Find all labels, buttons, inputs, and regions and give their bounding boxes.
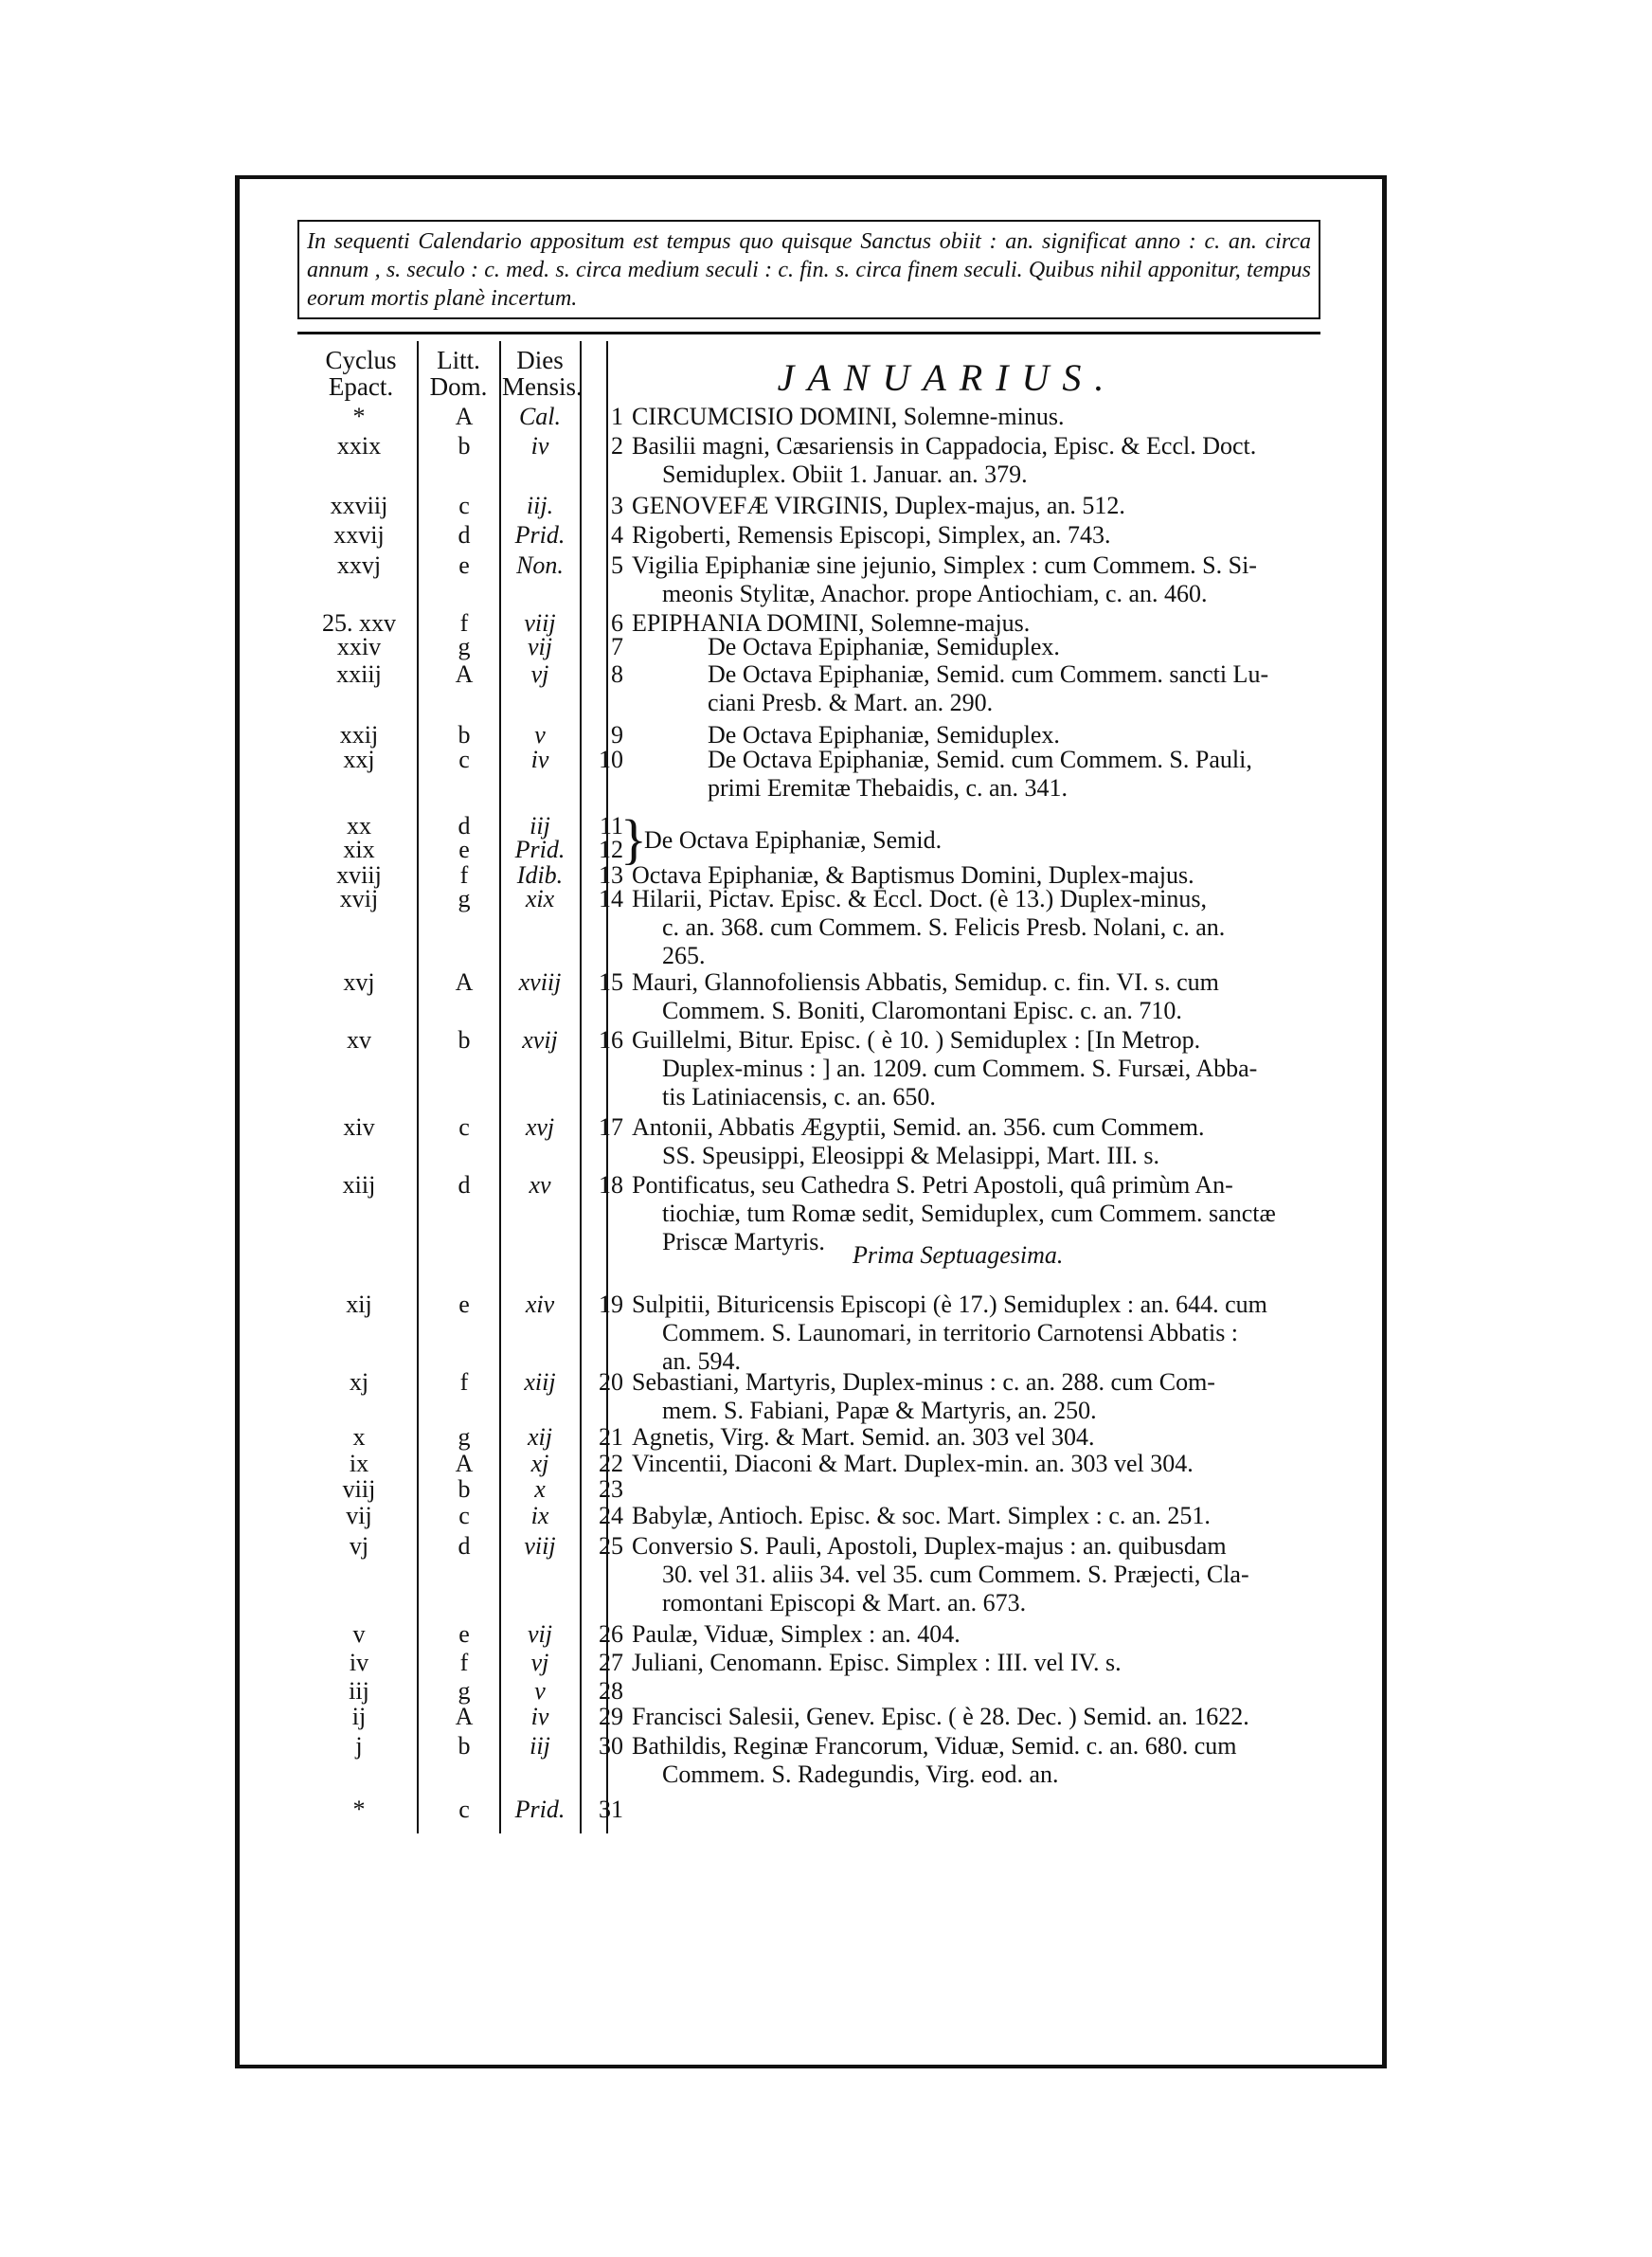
day-number: 1 bbox=[611, 403, 623, 430]
littera-dominicalis: A bbox=[455, 968, 474, 996]
littera-dominicalis: g bbox=[458, 1677, 471, 1705]
littera-dominicalis: b bbox=[458, 721, 471, 749]
feast-entry bbox=[632, 403, 1301, 431]
feast-entry bbox=[632, 1368, 1301, 1425]
dies-mensis: xviij bbox=[518, 968, 562, 996]
day-number: 25 bbox=[599, 1532, 623, 1560]
feast-line: Commem. S. Boniti, Claromontani Episc. c. an. 710. bbox=[662, 997, 1182, 1024]
cyclus-epact: iv bbox=[349, 1649, 369, 1676]
cyclus-epact: xij bbox=[346, 1291, 372, 1318]
cyclus-epact: * bbox=[352, 403, 366, 430]
table-top-rule bbox=[297, 332, 1320, 334]
cyclus-epact: x bbox=[352, 1423, 366, 1451]
brace-entry: De Octava Epiphaniæ, Semid. bbox=[644, 826, 943, 854]
feast-entry bbox=[632, 660, 1376, 717]
feast-entry bbox=[632, 1502, 1301, 1530]
dies-mensis: Idib. bbox=[516, 861, 564, 889]
day-number: 3 bbox=[611, 492, 623, 519]
littera-dominicalis: f bbox=[459, 609, 469, 637]
day-number: 30 bbox=[599, 1732, 623, 1760]
feast-entry bbox=[632, 432, 1301, 489]
dies-mensis: xiv bbox=[525, 1291, 555, 1318]
feast-entry bbox=[632, 1291, 1301, 1376]
dies-mensis: iv bbox=[530, 746, 549, 773]
cyclus-epact: * bbox=[352, 1796, 366, 1823]
day-number: 6 bbox=[611, 609, 623, 637]
littera-dominicalis: d bbox=[458, 1532, 471, 1560]
dies-mensis: Prid. bbox=[514, 1796, 566, 1823]
dies-mensis: xij bbox=[528, 1423, 552, 1451]
cyclus-epact: xxij bbox=[339, 721, 379, 749]
feast-line: Commem. S. Launomari, in territorio Carnotensi Abbatis : bbox=[662, 1319, 1239, 1346]
day-number: 22 bbox=[599, 1450, 623, 1477]
feast-line: Bathildis, Reginæ Francorum, Viduæ, Semid. c. an. 680. cum bbox=[632, 1732, 1237, 1760]
feast-line: Duplex-minus : ] an. 1209. cum Commem. S. Fursæi, Abba- bbox=[662, 1055, 1258, 1082]
feast-entry bbox=[632, 1620, 1301, 1649]
feast-entry bbox=[632, 1026, 1301, 1111]
cyclus-epact: xiv bbox=[343, 1113, 375, 1141]
day-number: 10 bbox=[599, 746, 623, 773]
cyclus-epact: xj bbox=[349, 1368, 369, 1396]
dies-mensis: xix bbox=[525, 885, 555, 912]
littera-dominicalis: d bbox=[458, 1171, 471, 1199]
feast-entry bbox=[632, 1703, 1301, 1731]
dies-mensis: xvj bbox=[525, 1113, 555, 1141]
intro-note bbox=[297, 220, 1320, 319]
day-number: 26 bbox=[599, 1620, 623, 1648]
littera-dominicalis: b bbox=[458, 1475, 471, 1503]
feast-line: CIRCUMCISIO DOMINI, Solemne-minus. bbox=[632, 403, 1065, 430]
dies-mensis: xiij bbox=[524, 1368, 556, 1396]
feast-line: De Octava Epiphaniæ, Semiduplex. bbox=[708, 633, 1060, 660]
littera-dominicalis: f bbox=[459, 1368, 469, 1396]
day-number: 21 bbox=[599, 1423, 623, 1451]
littera-dominicalis: d bbox=[458, 521, 471, 549]
feast-entry bbox=[632, 968, 1301, 1025]
cyclus-epact: xxvij bbox=[333, 521, 385, 549]
feast-line: Juliani, Cenomann. Episc. Simplex : III. vel IV. s. bbox=[632, 1649, 1122, 1676]
littera-dominicalis: A bbox=[455, 403, 474, 430]
dies-mensis: v bbox=[534, 721, 546, 749]
intro-text: In sequenti Calendario appositum est tempus quo quisque Sanctus obiit : an. significat anno : c. an. circa annum , s. seculo : c. med. s. circa medium seculi : c. fin. s. circa finem seculi. Quibus nihil apponitur, tempus eorum mortis planè incertum. bbox=[307, 229, 1311, 311]
cyclus-epact: j bbox=[355, 1732, 363, 1760]
dies-mensis: iij bbox=[530, 1732, 550, 1760]
cyclus-epact: xxiv bbox=[336, 633, 382, 660]
littera-dominicalis: g bbox=[458, 1423, 471, 1451]
feast-line: Conversio S. Pauli, Apostoli, Duplex-majus : an. quibusdam bbox=[632, 1532, 1227, 1560]
feast-entry bbox=[632, 885, 1301, 970]
day-number: 16 bbox=[599, 1026, 623, 1054]
feast-entry bbox=[632, 746, 1376, 803]
header-dies: Dies Mensis. bbox=[502, 346, 583, 401]
feast-line: Vincentii, Diaconi & Mart. Duplex-min. an. 303 vel 304. bbox=[632, 1450, 1194, 1477]
feast-line: Rigoberti, Remensis Episcopi, Simplex, an. 743. bbox=[632, 521, 1111, 549]
feast-line: meonis Stylitæ, Anachor. prope Antiochiam, c. an. 460. bbox=[662, 580, 1208, 607]
littera-dominicalis: A bbox=[455, 1703, 474, 1730]
feast-line: Priscæ Martyris. bbox=[662, 1228, 825, 1255]
cyclus-epact: iij bbox=[349, 1677, 369, 1705]
littera-dominicalis: e bbox=[458, 836, 470, 863]
month-title: JANUARIUS. bbox=[777, 356, 1118, 399]
feast-entry bbox=[632, 633, 1376, 661]
dies-mensis: vij bbox=[528, 1620, 552, 1648]
feast-line: Basilii magni, Cæsariensis in Cappadocia, Episc. & Eccl. Doct. bbox=[632, 432, 1257, 460]
day-number: 23 bbox=[599, 1475, 623, 1503]
feast-entry bbox=[632, 492, 1301, 520]
littera-dominicalis: d bbox=[458, 812, 471, 840]
day-number: 4 bbox=[611, 521, 623, 549]
feast-entry bbox=[632, 1732, 1301, 1789]
littera-dominicalis: g bbox=[458, 885, 471, 912]
feast-line: 30. vel 31. aliis 34. vel 35. cum Commem. S. Præjecti, Cla- bbox=[662, 1561, 1249, 1588]
littera-dominicalis: b bbox=[458, 1732, 471, 1760]
dies-mensis: xj bbox=[530, 1450, 549, 1477]
feast-line: De Octava Epiphaniæ, Semid. cum Commem. sancti Lu- bbox=[708, 660, 1269, 688]
feast-line: De Octava Epiphaniæ, Semiduplex. bbox=[708, 721, 1060, 749]
cyclus-epact: xix bbox=[343, 836, 375, 863]
feast-line: romontani Episcopi & Mart. an. 673. bbox=[662, 1589, 1027, 1616]
day-number: 19 bbox=[599, 1291, 623, 1318]
day-number: 8 bbox=[611, 660, 623, 688]
day-number: 15 bbox=[599, 968, 623, 996]
littera-dominicalis: A bbox=[455, 1450, 474, 1477]
littera-dominicalis: b bbox=[458, 1026, 471, 1054]
cyclus-epact: xv bbox=[347, 1026, 371, 1054]
dies-mensis: vij bbox=[528, 633, 552, 660]
cyclus-epact: viij bbox=[342, 1475, 376, 1503]
cyclus-epact: v bbox=[352, 1620, 366, 1648]
cyclus-epact: vij bbox=[346, 1502, 372, 1529]
cyclus-epact: ij bbox=[351, 1703, 367, 1730]
feast-line: Francisci Salesii, Genev. Episc. ( è 28. Dec. ) Semid. an. 1622. bbox=[632, 1703, 1249, 1730]
header-cyclus: Cyclus Epact. bbox=[325, 346, 397, 401]
day-number: 28 bbox=[599, 1677, 623, 1705]
day-number: 2 bbox=[611, 432, 623, 460]
feast-line: Guillelmi, Bitur. Episc. ( è 10. ) Semiduplex : [In Metrop. bbox=[632, 1026, 1201, 1054]
feast-line: Sulpitii, Bituricensis Episcopi (è 17.) Semiduplex : an. 644. cum bbox=[632, 1291, 1267, 1318]
day-number: 13 bbox=[599, 861, 623, 889]
day-number: 7 bbox=[611, 633, 623, 660]
dies-mensis: xv bbox=[529, 1171, 551, 1199]
day-number: 31 bbox=[599, 1796, 623, 1823]
day-number: 20 bbox=[599, 1368, 623, 1396]
day-number: 5 bbox=[611, 551, 623, 579]
feast-line: Hilarii, Pictav. Episc. & Eccl. Doct. (è 13.) Duplex-minus, bbox=[632, 885, 1208, 912]
day-number: 14 bbox=[599, 885, 623, 912]
header-litt: Litt. Dom. bbox=[429, 346, 488, 401]
day-number: 17 bbox=[599, 1113, 623, 1141]
dies-mensis: vj bbox=[530, 1649, 549, 1676]
cyclus-epact: xvij bbox=[339, 885, 379, 912]
dies-mensis: ix bbox=[530, 1502, 549, 1529]
feast-entry bbox=[632, 1450, 1301, 1478]
littera-dominicalis: A bbox=[455, 660, 474, 688]
feast-line: tiochiæ, tum Romæ sedit, Semiduplex, cum Commem. sanctæ bbox=[662, 1200, 1276, 1227]
feast-line: GENOVEFÆ VIRGINIS, Duplex-majus, an. 512. bbox=[632, 492, 1125, 519]
cyclus-epact: xxviij bbox=[330, 492, 388, 519]
littera-dominicalis: c bbox=[458, 1113, 470, 1141]
dies-mensis: vj bbox=[530, 660, 549, 688]
littera-dominicalis: c bbox=[458, 746, 470, 773]
littera-dominicalis: g bbox=[458, 633, 471, 660]
cyclus-epact: xx bbox=[347, 812, 371, 840]
feast-line: Semiduplex. Obiit 1. Januar. an. 379. bbox=[662, 460, 1028, 488]
feast-line: c. an. 368. cum Commem. S. Felicis Presb. Nolani, c. an. bbox=[662, 913, 1226, 941]
cyclus-epact: 25. xxv bbox=[322, 609, 396, 637]
feast-line: mem. S. Fabiani, Papæ & Martyris, an. 250. bbox=[662, 1397, 1097, 1424]
feast-line: Antonii, Abbatis Ægyptii, Semid. an. 356. cum Commem. bbox=[632, 1113, 1205, 1141]
day-number: 24 bbox=[599, 1502, 623, 1529]
cyclus-epact: xxix bbox=[336, 432, 382, 460]
littera-dominicalis: c bbox=[458, 1502, 470, 1529]
day-number: 27 bbox=[599, 1649, 623, 1676]
cyclus-epact: xviij bbox=[336, 861, 382, 889]
day-number: 29 bbox=[599, 1703, 623, 1730]
feast-entry bbox=[632, 521, 1301, 550]
littera-dominicalis: b bbox=[458, 432, 471, 460]
dies-mensis: Non. bbox=[516, 551, 564, 579]
cyclus-epact: vj bbox=[349, 1532, 369, 1560]
feast-entry bbox=[632, 1532, 1301, 1617]
feast-line: an. 594. bbox=[662, 1347, 742, 1375]
dies-mensis: iij. bbox=[526, 492, 554, 519]
feast-line: ciani Presb. & Mart. an. 290. bbox=[708, 689, 994, 716]
feast-line: Commem. S. Radegundis, Virg. eod. an. bbox=[662, 1760, 1059, 1788]
feast-line: Pontificatus, seu Cathedra S. Petri Apostoli, quâ primùm An- bbox=[632, 1171, 1233, 1199]
feast-entry bbox=[632, 551, 1301, 608]
dies-mensis: iv bbox=[530, 432, 549, 460]
cyclus-epact: ix bbox=[349, 1450, 369, 1477]
day-number: 9 bbox=[611, 721, 623, 749]
feast-line: Octava Epiphaniæ, & Baptismus Domini, Duplex-majus. bbox=[632, 861, 1194, 889]
feast-line: SS. Speusippi, Eleosippi & Melasippi, Mart. III. s. bbox=[662, 1142, 1160, 1169]
feast-line: Sebastiani, Martyris, Duplex-minus : c. an. 288. cum Com- bbox=[632, 1368, 1215, 1396]
feast-entry bbox=[632, 1113, 1301, 1170]
feast-line: Agnetis, Virg. & Mart. Semid. an. 303 vel 304. bbox=[632, 1423, 1095, 1451]
dies-mensis: iij bbox=[530, 812, 550, 840]
dies-mensis: Cal. bbox=[518, 403, 562, 430]
feast-entry bbox=[632, 1423, 1301, 1452]
septuagesima-note: Prima Septuagesima. bbox=[853, 1241, 1064, 1269]
feast-entry bbox=[632, 1649, 1301, 1677]
dies-mensis: Prid. bbox=[514, 836, 566, 863]
dies-mensis: xvij bbox=[522, 1026, 558, 1054]
littera-dominicalis: e bbox=[458, 551, 470, 579]
dies-mensis: v bbox=[534, 1677, 546, 1705]
day-number: 11 bbox=[599, 812, 623, 840]
cyclus-epact: xiij bbox=[342, 1171, 376, 1199]
feast-line: Mauri, Glannofoliensis Abbatis, Semidup. c. fin. VI. s. cum bbox=[632, 968, 1219, 996]
cyclus-epact: xxvj bbox=[336, 551, 382, 579]
day-number: 12 bbox=[599, 836, 623, 863]
littera-dominicalis: c bbox=[458, 492, 470, 519]
dies-mensis: Prid. bbox=[514, 521, 566, 549]
feast-line: Vigilia Epiphaniæ sine jejunio, Simplex : cum Commem. S. Si- bbox=[632, 551, 1257, 579]
feast-line: Babylæ, Antioch. Episc. & soc. Mart. Simplex : c. an. 251. bbox=[632, 1502, 1211, 1529]
dies-mensis: viij bbox=[524, 609, 556, 637]
feast-line: De Octava Epiphaniæ, Semid. cum Commem. S. Pauli, bbox=[708, 746, 1252, 773]
littera-dominicalis: c bbox=[458, 1796, 470, 1823]
feast-line: Paulæ, Viduæ, Simplex : an. 404. bbox=[632, 1620, 961, 1648]
feast-line: EPIPHANIA DOMINI, Solemne-majus. bbox=[632, 609, 1031, 637]
littera-dominicalis: f bbox=[459, 861, 469, 889]
dies-mensis: viij bbox=[524, 1532, 556, 1560]
dies-mensis: iv bbox=[530, 1703, 549, 1730]
littera-dominicalis: e bbox=[458, 1620, 470, 1648]
littera-dominicalis: f bbox=[459, 1649, 469, 1676]
dies-mensis: x bbox=[534, 1475, 546, 1503]
cyclus-epact: xvj bbox=[343, 968, 375, 996]
feast-line: 265. bbox=[662, 942, 706, 969]
littera-dominicalis: e bbox=[458, 1291, 470, 1318]
feast-line: primi Eremitæ Thebaidis, c. an. 341. bbox=[708, 774, 1068, 802]
day-number: 18 bbox=[599, 1171, 623, 1199]
brace-symbol: } bbox=[620, 808, 647, 870]
feast-line: tis Latiniacensis, c. an. 650. bbox=[662, 1083, 936, 1110]
cyclus-epact: xxiij bbox=[336, 660, 382, 688]
cyclus-epact: xxj bbox=[343, 746, 375, 773]
